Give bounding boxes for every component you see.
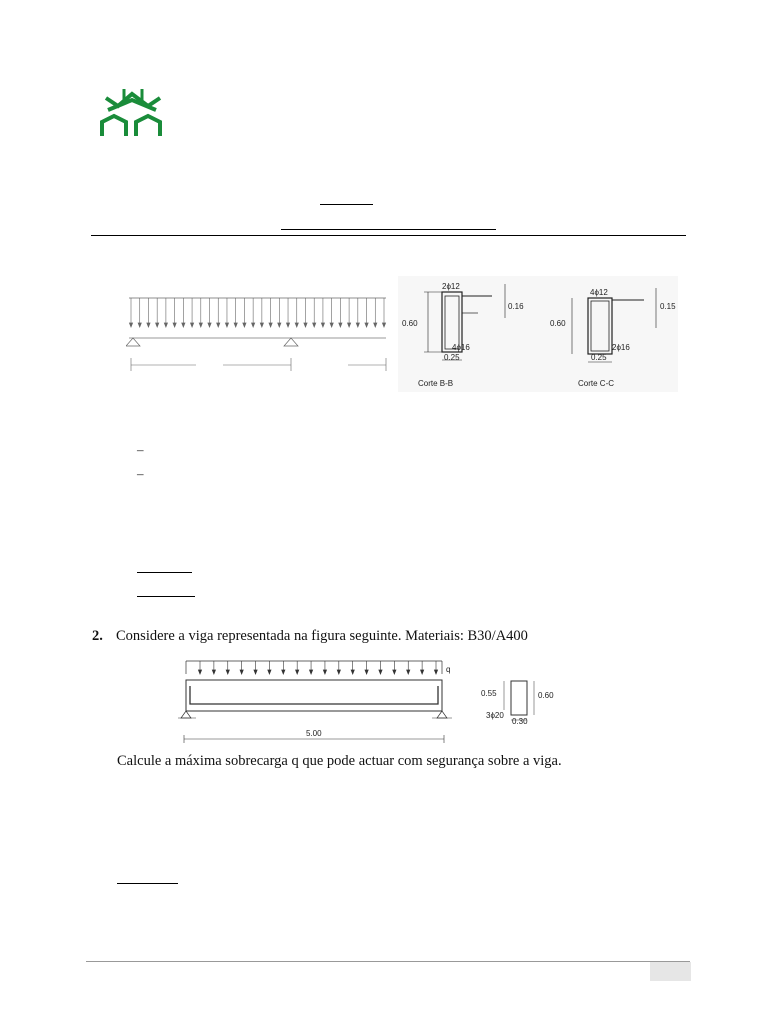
load-arrow-head — [217, 323, 220, 327]
load-arrow-head — [407, 670, 410, 674]
load-arrow-head — [147, 323, 150, 327]
page-number-box — [650, 962, 691, 981]
continuous-beam-figure — [126, 295, 388, 373]
load-arrow-head — [296, 670, 299, 674]
cc-width: 0.25 — [591, 353, 607, 362]
simply-supported-beam-figure — [178, 656, 456, 744]
load-arrow-head — [225, 323, 228, 327]
load-arrow-head — [234, 323, 237, 327]
bb-caption: Corte B-B — [418, 379, 454, 388]
load-arrow-head — [278, 323, 281, 327]
load-arrow-head — [313, 323, 316, 327]
load-arrow-head — [190, 323, 193, 327]
header-rule — [91, 235, 686, 236]
load-arrow-head — [295, 323, 298, 327]
answer-underline — [137, 572, 192, 573]
subtitle-underline — [281, 229, 496, 230]
cc-caption: Corte C-C — [578, 379, 615, 388]
university-emblem-icon — [98, 86, 168, 138]
load-arrow-head — [321, 323, 324, 327]
span-label: 5.00 — [306, 729, 322, 738]
load-arrow-head — [198, 670, 201, 674]
cc-bottom-bars: 2ϕ16 — [612, 343, 630, 352]
footer-rule — [86, 961, 690, 962]
load-arrow-head — [199, 323, 202, 327]
load-arrow-head — [282, 670, 285, 674]
load-arrow-head — [351, 670, 354, 674]
load-arrow-head — [365, 670, 368, 674]
bb-bottom-bars: 4ϕ16 — [452, 343, 470, 352]
load-arrow-head — [393, 670, 396, 674]
load-arrow-head — [173, 323, 176, 327]
section-bb-figure — [398, 276, 536, 392]
load-arrow-head — [252, 323, 255, 327]
problem-2-statement — [92, 628, 528, 645]
load-arrow-head — [421, 670, 424, 674]
load-arrow-head — [182, 323, 185, 327]
section-d: 0.55 — [481, 689, 497, 698]
load-arrow-head — [434, 670, 437, 674]
load-arrow-head — [374, 323, 377, 327]
load-arrow-head — [212, 670, 215, 674]
beam-cross-section-figure — [478, 676, 558, 724]
answer-underline — [137, 596, 195, 597]
load-arrow-head — [138, 323, 141, 327]
load-arrow-head — [156, 323, 159, 327]
title-underline — [320, 204, 373, 205]
load-arrow-head — [240, 670, 243, 674]
bb-top-bars: 2ϕ12 — [442, 282, 460, 291]
answer-underline — [117, 883, 178, 884]
bb-height: 0.60 — [402, 319, 418, 328]
load-arrow-head — [226, 670, 229, 674]
load-arrow-head — [330, 323, 333, 327]
load-arrow-head — [208, 323, 211, 327]
load-arrow-head — [356, 323, 359, 327]
load-arrow-head — [337, 670, 340, 674]
load-arrow-head — [268, 670, 271, 674]
problem-number: 2. — [92, 628, 103, 644]
list-dash: – — [137, 466, 144, 481]
cc-slab: 0.15 — [660, 302, 676, 311]
load-arrow-head — [129, 323, 132, 327]
load-arrow-head — [269, 323, 272, 327]
load-arrow-head — [379, 670, 382, 674]
load-arrow-head — [323, 670, 326, 674]
load-label: q — [446, 665, 451, 674]
load-arrow-head — [243, 323, 246, 327]
section-cc-figure — [536, 276, 678, 392]
load-arrow-head — [260, 323, 263, 327]
problem-text: Considere a viga representada na figura seguinte. Materiais: B30/A400 — [116, 628, 528, 644]
cc-top-bars: 4ϕ12 — [590, 288, 608, 297]
section-bars: 3ϕ20 — [486, 711, 504, 720]
problem-2-question: Calcule a máxima sobrecarga q que pode actuar com segurança sobre a viga. — [117, 753, 562, 769]
load-arrow-head — [286, 323, 289, 327]
load-arrow-head — [164, 323, 167, 327]
section-b: 0.30 — [512, 717, 528, 724]
load-arrow-head — [348, 323, 351, 327]
load-arrow-head — [309, 670, 312, 674]
cc-height: 0.60 — [550, 319, 566, 328]
bb-slab: 0.16 — [508, 302, 524, 311]
section-h: 0.60 — [538, 691, 554, 700]
load-arrow-head — [304, 323, 307, 327]
list-dash: – — [137, 442, 144, 457]
load-arrow-head — [365, 323, 368, 327]
load-arrow-head — [339, 323, 342, 327]
load-arrow-head — [254, 670, 257, 674]
bb-width: 0.25 — [444, 353, 460, 362]
load-arrow-head — [382, 323, 385, 327]
